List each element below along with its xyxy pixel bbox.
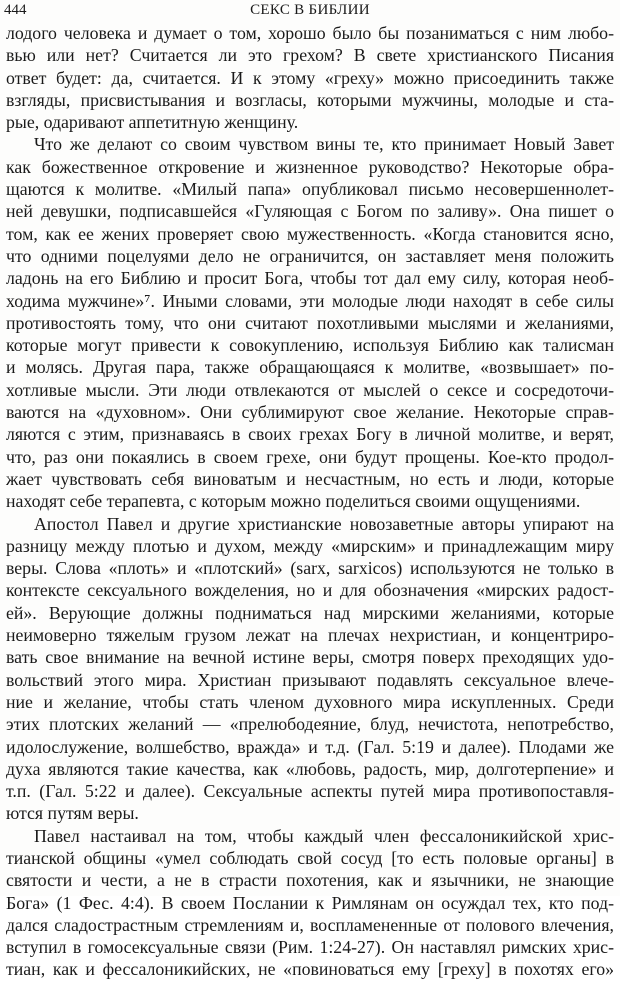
- text-line: тиан, как и фессалоникийских, не «повиноваться ему [греху] в похотях его»: [6, 959, 614, 980]
- text-line: которые могут привести к совокуплению, используя Библию как талисман: [6, 335, 614, 356]
- text-line: ответ будет: да, считается. И к этому «греху» можно присоединить также: [6, 67, 614, 88]
- text-line: дался сладострастным стремлениям и, воспламененные от полового влечения,: [6, 914, 614, 935]
- text-line: ей». Верующие должны подниматься над мирскими желаниями, которые: [6, 602, 614, 623]
- text-line: идолослужение, волшебство, вражда» и т.д. (Гал. 5:19 и далее). Плодами же: [6, 736, 614, 757]
- text-line: хотливые мысли. Эти люди отвлекаются от мыслей о сексе и сосредоточи-: [6, 379, 614, 400]
- text-line: ладонь на его Библию и просит Бога, чтобы тот дал ему силу, которая необ-: [6, 268, 614, 289]
- text-line: ваются на «духовном». Они сублимируют свое желание. Некоторые справ-: [6, 402, 614, 423]
- running-title: СЕКС В БИБЛИИ: [250, 2, 370, 18]
- running-head: [4, 0, 616, 22]
- paragraph-first-line: Апостол Павел и другие христианские новозаветные авторы упирают на: [34, 513, 614, 534]
- text-line: тианской общины «умел соблюдать свой сосуд [то есть половые органы] в: [6, 847, 614, 868]
- text-line: и молясь. Другая пара, также обращающаяся к молитве, «возвышает» по-: [6, 357, 614, 378]
- text-line: лодого человека и думает о том, хорошо было бы позаниматься с ним любо-: [6, 23, 614, 43]
- text-line: том, как ее жених проверяет свою мужественность. «Когда становится ясно,: [6, 223, 614, 244]
- text-line: находят себе терапевта, с которым можно поделиться своими ощущениями.: [6, 491, 581, 512]
- text-line: контексте сексуального вожделения, но и для обозначения «мирских радост-: [6, 580, 614, 601]
- text-line: как божественное откровение и жизненное руководство? Некоторые обра-: [6, 156, 614, 177]
- text-line: что одними поцелуями дело не ограничится, он заставляет меня положить: [6, 245, 614, 266]
- text-line: ние и желание, чтобы стать членом духовного мира искупленных. Среди: [6, 691, 614, 712]
- text-line: что, раз они покаялись в своем грехе, они будут прощены. Кое-кто продол-: [6, 446, 614, 467]
- page-number: 444: [4, 2, 27, 18]
- text-line: Бога» (1 Фес. 4:4). В своем Послании к Римлянам он осуждал тех, кто под-: [6, 892, 614, 913]
- text-line: взгляды, присвистывания и возгласы, которыми мужчины, молодые и ста-: [6, 89, 614, 110]
- text-line: разницу между плотью и духом, между «мирским» и принадлежащим миру: [6, 535, 614, 556]
- paragraph-first-line: Павел настаивал на том, чтобы каждый член фессалоникийской хрис-: [34, 825, 614, 846]
- body-text: [6, 22, 614, 981]
- text-line: вью или нет? Считается ли это грехом? В свете христианского Писания: [6, 45, 614, 66]
- text-line: ходима мужчине»⁷. Иными словами, эти молодые люди находят в себе силы: [6, 290, 614, 311]
- text-line: неимоверно тяжелым грузом лежат на плечах нехристиан, и концентриро-: [6, 625, 614, 646]
- text-line: рые, одаривают аппетитную женщину.: [6, 112, 299, 133]
- text-line: вступил в гомосексуальные связи (Рим. 1:24-27). Он наставлял римских хрис-: [6, 937, 614, 958]
- text-line: противостоять тому, что они считают похотливыми мыслями и желаниями,: [6, 312, 614, 333]
- text-line: вать свое внимание на вечной истине веры, смотря поверх преходящих удо-: [6, 647, 614, 668]
- text-line: жает чувствовать себя виноватым и несчастным, но есть и люди, которые: [6, 468, 614, 489]
- text-line: святости и чести, а не в страсти похотения, как и язычники, не знающие: [6, 870, 614, 891]
- text-line: этих плотских желаний — «прелюбодеяние, блуд, нечистота, непотребство,: [6, 714, 614, 735]
- text-line: вольствий этого мира. Христиан призывают подавлять сексуальное влече-: [6, 669, 614, 690]
- text-line: ются путям веры.: [6, 803, 139, 824]
- text-line: щаются к молитве. «Милый папа» опубликовал письмо несовершеннолет-: [6, 179, 614, 200]
- text-line: ней девушки, подписавшейся «Гуляющая с Богом по заливу». Она пишет о: [6, 201, 614, 222]
- text-line: духа являются такие качества, как «любовь, радость, мир, долготерпение» и: [6, 758, 614, 779]
- text-line: ляются с этим, признаваясь в своих грехах Богу в личной молитве, и верят,: [6, 424, 614, 445]
- text-line: т.п. (Гал. 5:22 и далее). Сексуальные аспекты путей мира противопоставля-: [6, 781, 614, 802]
- text-line: веры. Слова «плоть» и «плотский» (sarx, sarxicos) используются не только в: [6, 558, 614, 579]
- paragraph-first-line: Что же делают со своим чувством вины те, кто принимает Новый Завет: [34, 134, 614, 155]
